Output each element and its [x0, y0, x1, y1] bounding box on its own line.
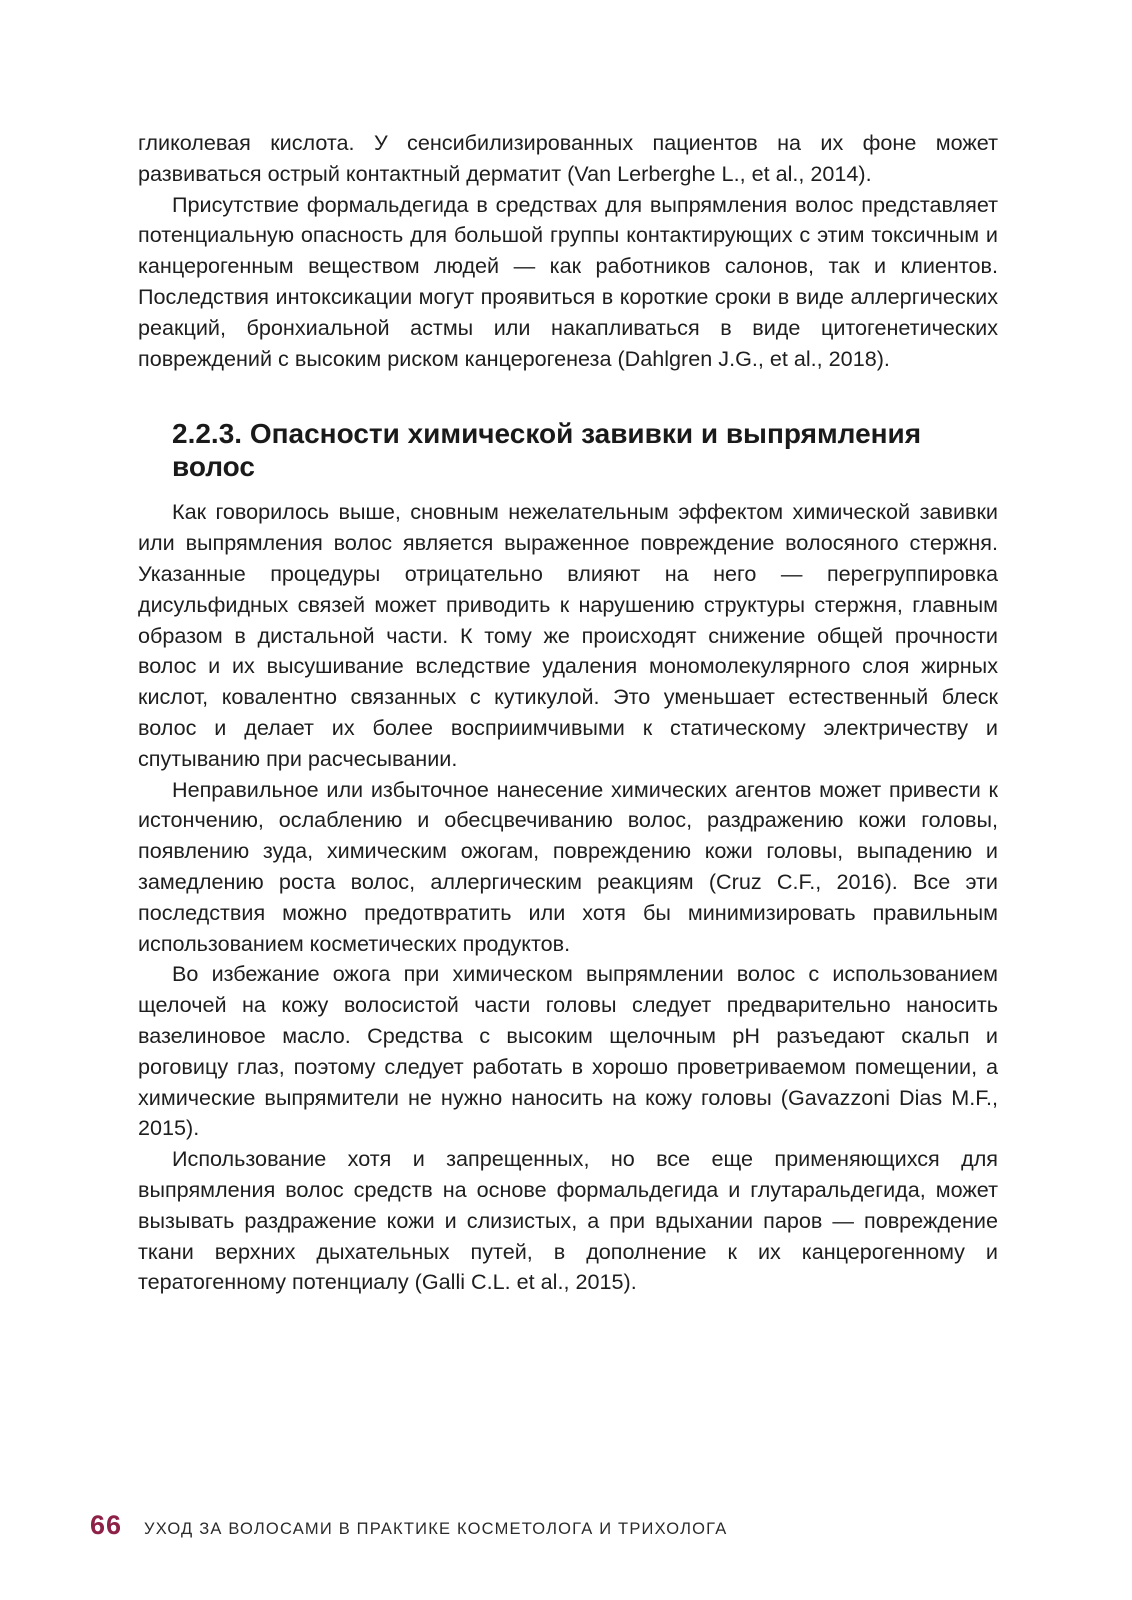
paragraph-side-effects: Как говорилось выше, сновным нежелательным эффектом химической завивки или выпрямления волос является выраженное повреждение волосяного стержня. Указанные процедуры отрицательно влияют на него — перегруппировка дисульфидных связей может приводить к нарушению структуры стержня, главным образом в дистальной части. К тому же происходят снижение общей прочности волос и их высушивание вследствие удаления мономолекулярного слоя жирных кислот, ковалентно связанных с кутикулой. Это уменьшает естественный блеск волос и делает их более восприимчивыми к статическому электричеству и спутыванию при расчесывании. — [138, 499, 998, 771]
page-number: 66 — [90, 1510, 123, 1540]
section-heading: 2.2.3. Опасности химической завивки и выпрямления волос — [172, 418, 922, 483]
page-footer — [90, 1510, 727, 1541]
page-body — [138, 128, 998, 1298]
paragraph-continuation: гликолевая кислота. У сенсибилизированных пациентов на их фоне может развиваться острый контактный дерматит (Van Lerberghe L., et al., 2014). — [138, 130, 998, 186]
paragraph-formaldehyde-products: Использование хотя и запрещенных, но все еще применяющихся для выпрямления волос средств на основе формальдегида и глутаральдегида, может вызывать раздражение кожи и слизистых, а при вдыхании паров — повреждение ткани верхних дыхательных путей, в дополнение к их канцерогенному и тератогенному потенциалу (Galli C.L. et al., 2015). — [138, 1146, 998, 1295]
running-title: УХОД ЗА ВОЛОСАМИ В ПРАКТИКЕ КОСМЕТОЛОГА И ТРИХОЛОГА — [144, 1520, 728, 1538]
paragraph-formaldehyde-risk: Присутствие формальдегида в средствах для выпрямления волос представляет потенциальную опасность для большой группы контактирующих с этим токсичным и канцерогенным веществом людей — как работников салонов, так и клиентов. Последствия интоксикации могут проявиться в короткие сроки в виде аллергических реакций, бронхиальной астмы или накапливаться в виде цитогенетических повреждений с высоким риском канцерогенеза (Dahlgren J.G., et al., 2018). — [138, 191, 998, 371]
paragraph-burn-prevention: Во избежание ожога при химическом выпрямлении волос с использованием щелочей на кожу волосистой части головы следует предварительно наносить вазелиновое масло. Средства с высоким щелочным pH разъедают скальп и роговицу глаз, поэтому следует работать в хорошо проветриваемом помещении, а химические выпрямители не нужно наносить на кожу головы (Gavazzoni Dias M.F., 2015). — [138, 961, 998, 1141]
paragraph-improper-application: Неправильное или избыточное нанесение химических агентов может привести к истончению, ослаблению и обесцвечиванию волос, раздражению кожи головы, появлению зуда, химическим ожогам, повреждению кожи головы, выпадению и замедлению роста волос, аллергическим реакциям (Cruz C.F., 2016). Все эти последствия можно предотвратить или хотя бы минимизировать правильным использованием косметических продуктов. — [138, 776, 998, 956]
